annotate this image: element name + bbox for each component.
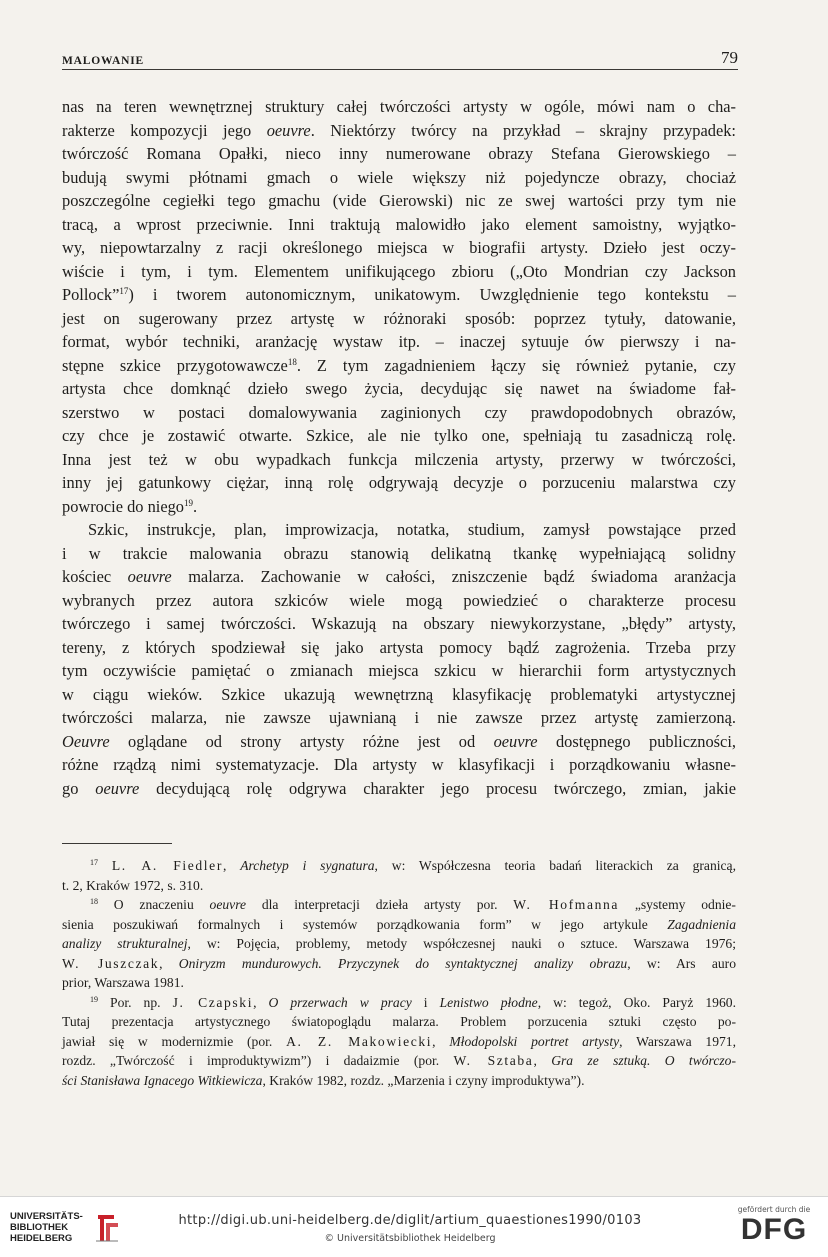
copyright-notice: © Universitätsbibliothek Heidelberg [324,1233,496,1244]
header-rule [62,69,738,70]
text-line: twórczego i samej twórczości. Wskazują na obszary niewykorzystane, „błędy” artysty, [62,614,736,633]
text-line: czy chce je zostawić otwarte. Szkice, ale nie tylko one, spełniają tu zasadniczą rolę. [62,426,736,445]
page-header [62,48,738,72]
text-line: inny jej gatunkowy ciężar, inną rolę odgrywają decyzje o porzuceniu malarstwa czy [62,473,736,492]
text-line: twórczość Romana Opałki, nieco inny numerowane obrazy Stefana Gierowskiego – [62,144,736,163]
text-line: wy, niepowtarzalny z racji określonego miejsca w biografii artysty. Dzieło jest oczy- [62,238,736,257]
text-line: Tutaj prezentacja artystycznego światopoglądu malarza. Problem porzucenia sztuki często po- [62,1014,736,1029]
footnote-separator [62,843,172,844]
text-line: rozdz. „Twórczość i improduktywizm”) i dadaizmie (por. W. Sztaba, Gra ze sztuką. O twórczo- [62,1053,736,1068]
text-line: jawiał się w modernizmie (por. A. Z. Makowiecki, Młodopolski portret artysty, Warszawa 1971, [62,1033,737,1049]
footnote-ref-18: 18 [287,356,297,367]
text-line: twórczości malarza, nie zawsze ujawnianą i nie zawsze przez artystę zamierzoną. [62,708,736,727]
text-line: sienia poszukiwań formalnych i systemów porządkowania form” w jego artykule Zagadnienia [62,916,737,932]
text-line: analizy strukturalnej, w: Pojęcia, problemy, metody współczesnej nauki o sztuce. Warszawa 1976; [62,936,736,951]
footnote-17 [62,856,736,895]
text-line: format, wybór techniki, aranżację wystaw itp. – inaczej sytuuje ów pierwszy i na- [62,332,736,351]
text-line: kościec oeuvre malarza. Zachowanie w całości, zniszczenie bądź świadoma aranżacja [62,567,736,586]
text-line: tereny, z których spodziewał się jako artysta pomocy bądź zagrożenia. Trzeba przy [62,637,736,657]
text-line: wiście i tym, i tym. Elementem unifikującego zbioru („Oto Mondrian czy Jackson [62,261,736,281]
page-number: 79 [721,48,738,67]
paragraph-1 [62,95,736,518]
text-line: i w trakcie malowania obrazu stanowią delikatną tkankę wypełniającą solidny [62,543,736,563]
footnotes [62,856,736,1090]
dfg-wordmark: DFG [740,1213,808,1246]
text-line: $^{19}$ Por. np. J. Czapski, O przerwach w pracy i Lenistwo płodne, w: tegoż, Oko. Paryż 1960. [90,994,736,1010]
text-line: wybranych przez autora szkiców wiele mogą powiedzieć o charakterze procesu [62,590,736,610]
paragraph-2 [62,518,736,800]
viewer-footer [0,1196,828,1257]
text-line: tracą, a wprost przeciwnie. Inni traktują malowidło jako element samoistny, wyjątko- [62,214,736,234]
text-line: budują swymi płótnami gmach o wiele większy niż pojedyncze obrazy, chociaż [62,167,736,187]
footnote-ref-17: 17 [119,286,129,296]
text-line: go oeuvre decydującą rolę odgrywa charakter jego procesu twórczego, zmian, jakie [62,778,736,798]
text-line: ści Stanisława Ignacego Witkiewicza, Kraków 1982, rozdz. „Marzenia i czyny improduktywa”). [62,1072,585,1088]
footnote-ref-19: 19 [184,497,193,508]
text-line: Szkic, instrukcje, plan, improwizacja, notatka, studium, zamysł powstające przed [88,520,736,539]
running-head: MALOWANIE [62,55,144,67]
text-line: w ciągu wieków. Szkice ukazują wewnętrzną klasyfikację problematyki artystycznej [62,684,736,704]
text-line: powrocie do niego$^{19}$. [62,496,198,516]
text-line: rakterze kompozycji jego oeuvre. Niektórzy twórcy na przykład – skrajny przypadek: [62,120,736,140]
text-line: Oeuvre oglądane od strony artysty różne jest od oeuvre dostępnego publiczności, [62,731,736,751]
text-line: nas na teren wewnętrznej struktury całej twórczości artysty w ogóle, mówi nam o cha- [62,97,736,116]
footnote-19 [62,993,736,1091]
library-name: UNIVERSITÄTS- BIBLIOTHEK HEIDELBERG [10,1211,83,1244]
text-line: Pollock”$^{17}$) i tworem autonomicznym, unikatowym. Uwzględnienie tego kontekstu – [62,285,736,304]
text-line: W. Juszczak, Oniryzm mundurowych. Przyczynek do syntaktycznej analizy obrazu, w: Ars auro [62,955,736,971]
text-line: szerstwo w postaci domalowywania zaginionych czy prawdopodobnych obrazów, [62,402,736,422]
library-emblem-icon [92,1211,122,1245]
dfg-logo[interactable] [734,1205,814,1251]
text-line: poszczególne cegiełki tego gmachu (vide Gierowski) nic ze swej wartości przy tym nie [62,191,736,210]
text-line: $^{18}$ O znaczeniu oeuvre dla interpretacji dzieła artysty por. W. Hofmanna „systemy odnie- [90,897,736,912]
text-line: tym oczywiście pamiętać o zmianach miejsca szkicu w hierarchii form artystycznych [62,661,736,680]
text-line: $^{17}$ L. A. Fiedler, Archetyp i sygnatura, w: Współczesna teoria badań literackich za granicą, [90,858,736,873]
permalink-url[interactable]: http://digi.ub.uni-heidelberg.de/diglit/artium_quaestiones1990/0103 [178,1213,642,1228]
text-line: t. 2, Kraków 1972, s. 310. [62,877,204,893]
text-line: Inna jest też w obu wypadkach funkcja milczenia artysty, przerwy w twórczości, [62,449,736,469]
body-text [62,95,736,800]
text-line: artysta chce domknąć dzieło swego życia, decydując się nawet na świadome fał- [62,379,736,398]
text-line: prior, Warszawa 1981. [62,975,184,990]
funded-by-label: gefördert durch die [737,1205,811,1214]
library-logo[interactable] [10,1211,122,1245]
text-line: jest on sugerowany przez artystę w różnoraki sposób: poprzez tytuły, datowanie, [62,308,736,328]
text-line: stępne szkice przygotowawcze$^{18}$. Z tym zagadnieniem łączy się również pytanie, czy [62,355,737,375]
text-line: różne rządzą nimi systematyzacje. Dla artysty w klasyfikacji i porządkowaniu własne- [62,755,736,774]
footnote-18 [62,895,736,993]
